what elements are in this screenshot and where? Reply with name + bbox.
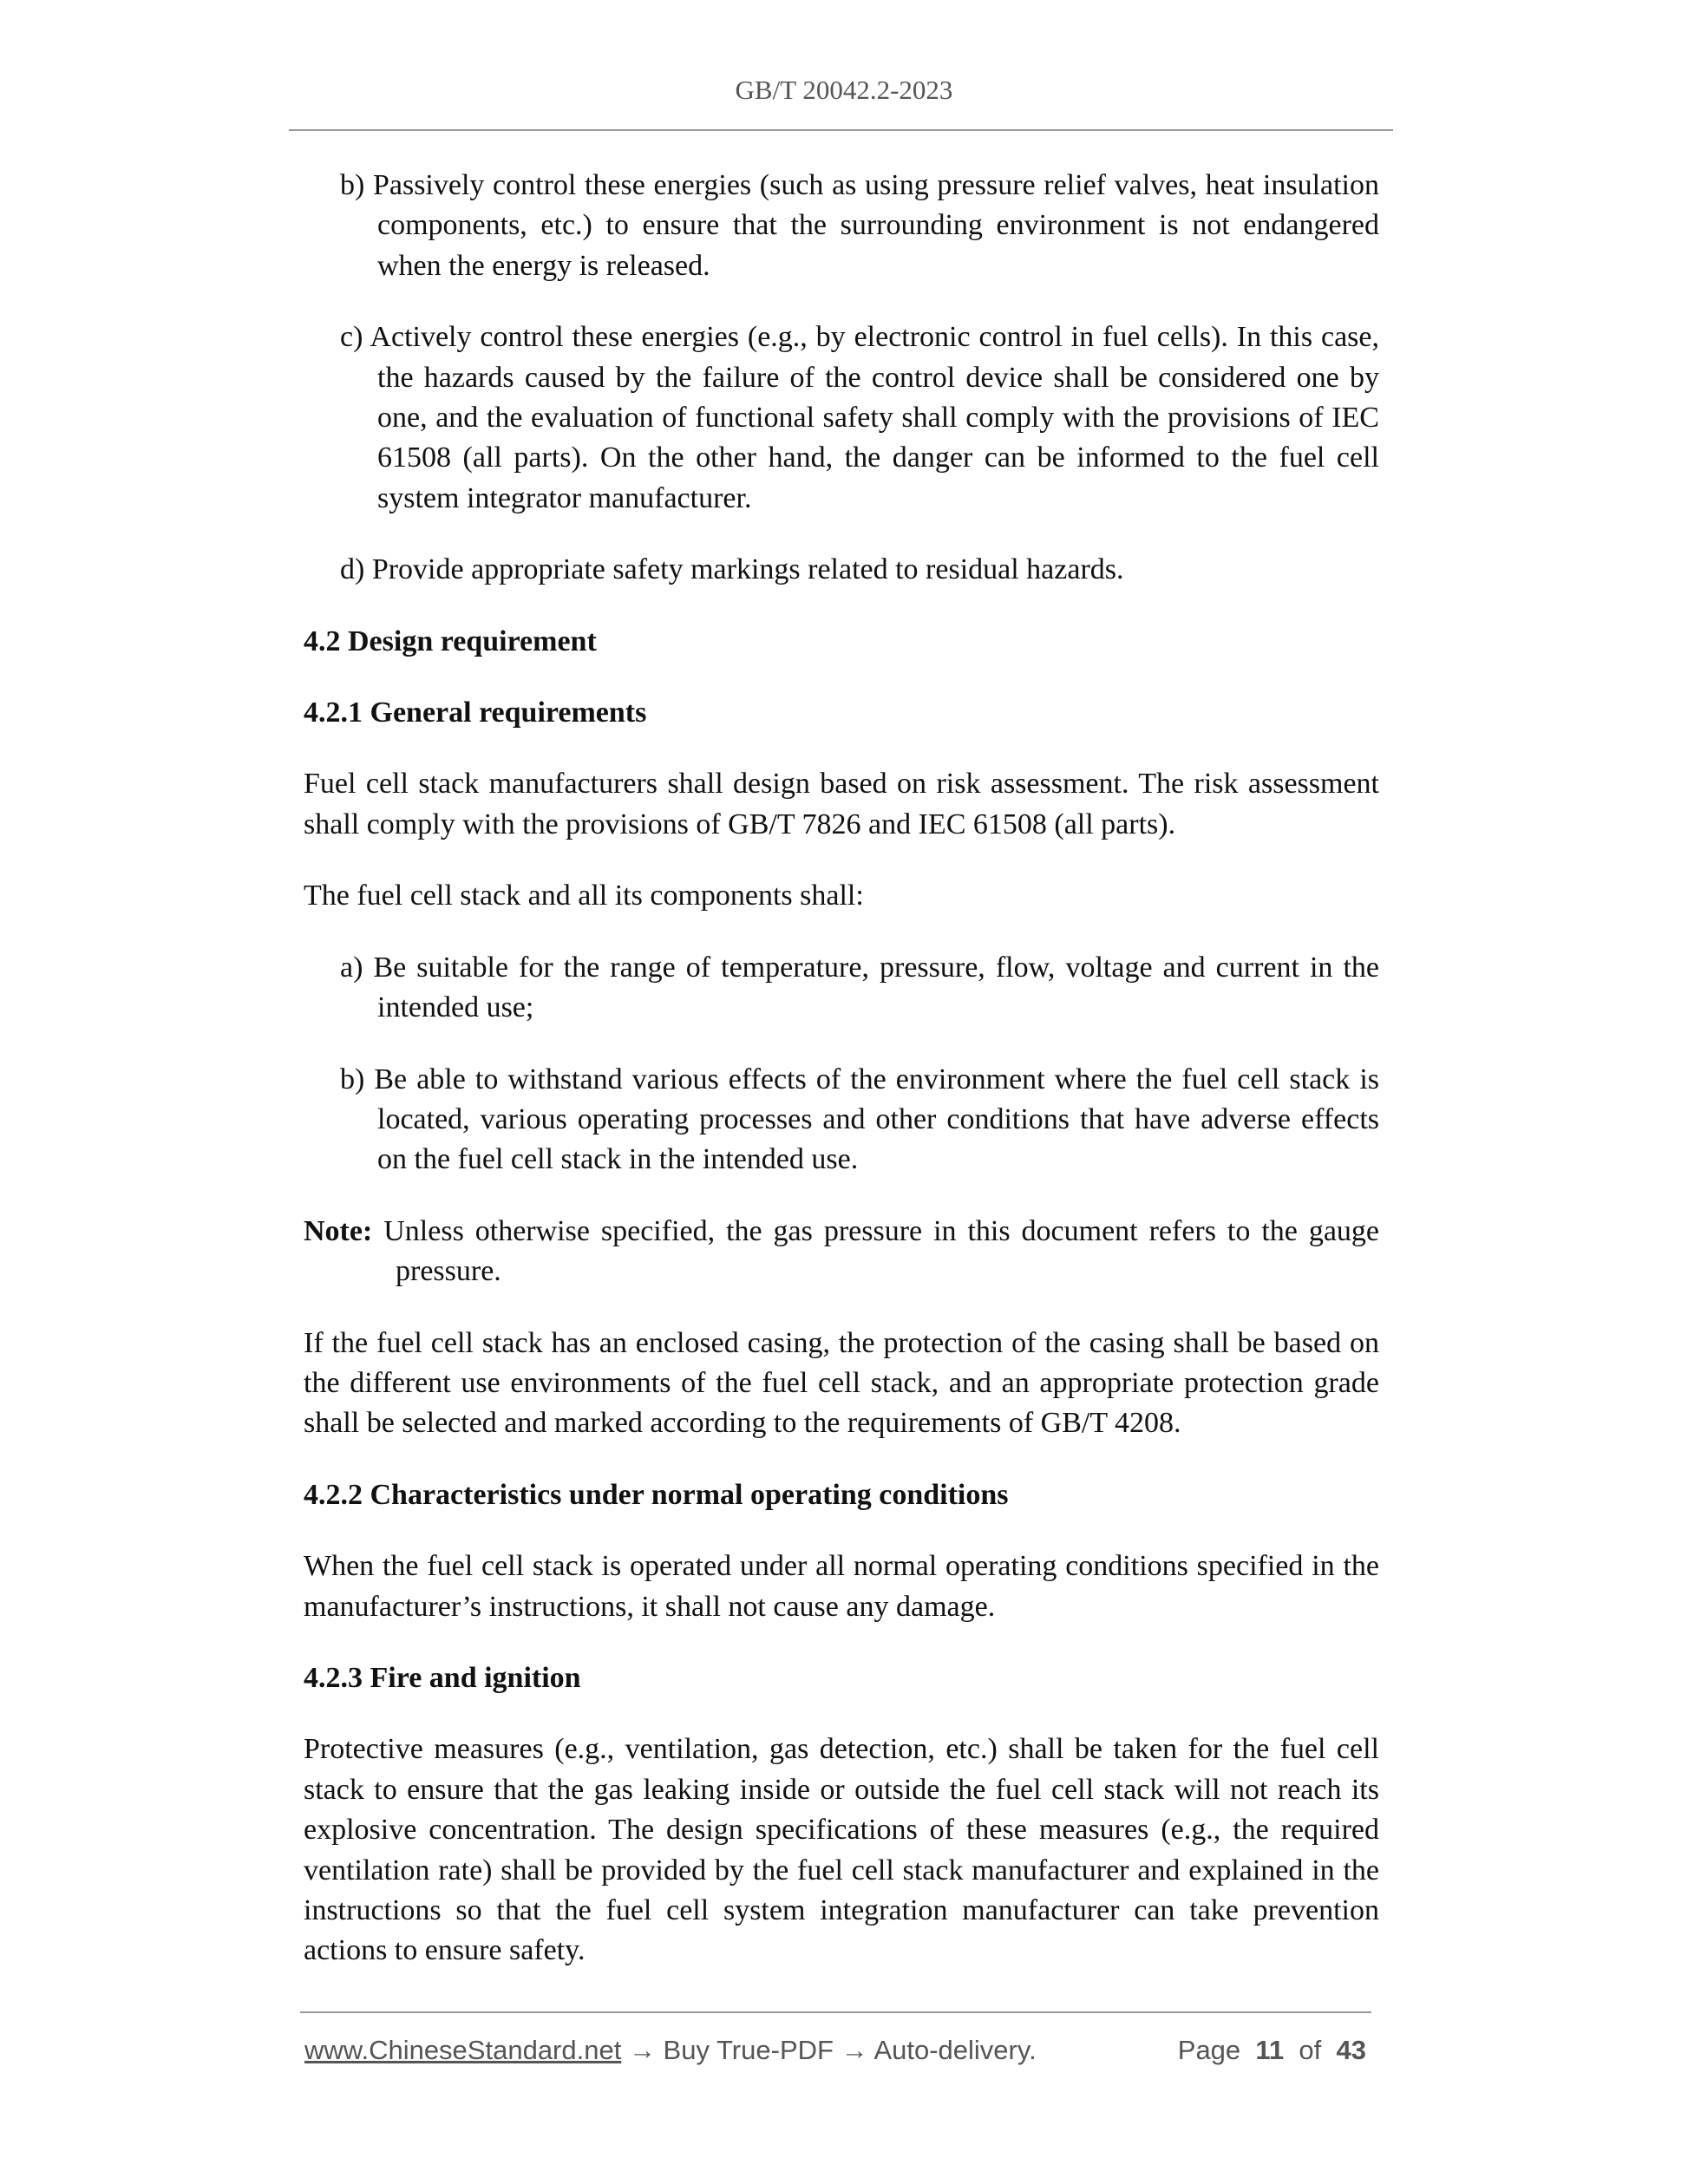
- paragraph-components: The fuel cell stack and all its components shall:: [304, 879, 864, 912]
- paragraph-risk-assessment: Fuel cell stack manufacturers shall design based on risk assessment. The risk assessment shall comply with the provisions of GB/T 7826 and IEC 61508 (all parts).: [304, 768, 1379, 840]
- paragraph-fire-ignition: Protective measures (e.g., ventilation, gas detection, etc.) shall be taken for the fuel cell stack to ensure that the gas leaking inside or outside the fuel cell stack will not reach its explosive concentration. The design specifications of these measures (e.g., the required ventilation rate) shall be provided by the fuel cell stack manufacturer and explained in the instructions so that the fuel cell system integration manufacturer can take prevention actions to ensure safety.: [304, 1733, 1379, 1967]
- note-label: Note:: [304, 1214, 373, 1247]
- header-divider: [289, 129, 1393, 131]
- document-header: GB/T 20042.2-2023: [735, 75, 953, 105]
- list-item-d-markings: d) Provide appropriate safety markings related to residual hazards.: [340, 553, 1124, 586]
- note-text: Unless otherwise specified, the gas pressure in this document refers to the gauge pressure.: [372, 1214, 1379, 1288]
- page-current: 11: [1255, 2035, 1285, 2065]
- page-content: [304, 166, 1379, 2003]
- page-label: Page: [1177, 2035, 1241, 2065]
- section-heading-4-2-2: 4.2.2 Characteristics under normal operating conditions: [304, 1478, 1009, 1511]
- footer-divider: [300, 2011, 1371, 2013]
- section-heading-4-2: 4.2 Design requirement: [304, 624, 597, 657]
- paragraph-casing: If the fuel cell stack has an enclosed casing, the protection of the casing shall be based on the different use environments of the fuel cell stack, and an appropriate protection grade shall be selected and marked according to the requirements of GB/T 4208.: [304, 1326, 1379, 1440]
- list-item-b-withstand: b) Be able to withstand various effects of the environment where the fuel cell stack is located, various operating processes and other conditions that have adverse effects on the fuel cell stack in the intended use.: [340, 1063, 1379, 1176]
- footer-promo: → Buy True-PDF → Auto-delivery.: [621, 2035, 1037, 2065]
- chinesestandard-link[interactable]: www.ChineseStandard.net: [304, 2035, 622, 2065]
- list-item-c-active: c) Actively control these energies (e.g., by electronic control in fuel cells). In this case, the hazards caused by the failure of the control device shall be considered one by one, and the evaluation of functional safety shall comply with the provisions of IEC 61508 (all parts). On the other hand, the danger can be informed to the fuel cell system integrator manufacturer.: [340, 321, 1379, 514]
- section-heading-4-2-3: 4.2.3 Fire and ignition: [304, 1661, 581, 1694]
- section-heading-4-2-1: 4.2.1 General requirements: [304, 696, 647, 729]
- of-label: of: [1299, 2035, 1322, 2065]
- page-total: 43: [1336, 2035, 1366, 2065]
- paragraph-normal-operation: When the fuel cell stack is operated under all normal operating conditions specified in the manufacturer’s instructions, it shall not cause any damage.: [304, 1550, 1379, 1623]
- list-item-a-suitable: a) Be suitable for the range of temperature, pressure, flow, voltage and current in the intended use;: [340, 951, 1379, 1024]
- page-indicator: [1178, 2035, 1366, 2066]
- note: [304, 1212, 1379, 1292]
- list-item-b-passive: b) Passively control these energies (such as using pressure relief valves, heat insulation components, etc.) to ensure that the surrounding environment is not endangered when the energy is released.: [340, 169, 1379, 282]
- page-footer: [304, 2035, 1371, 2066]
